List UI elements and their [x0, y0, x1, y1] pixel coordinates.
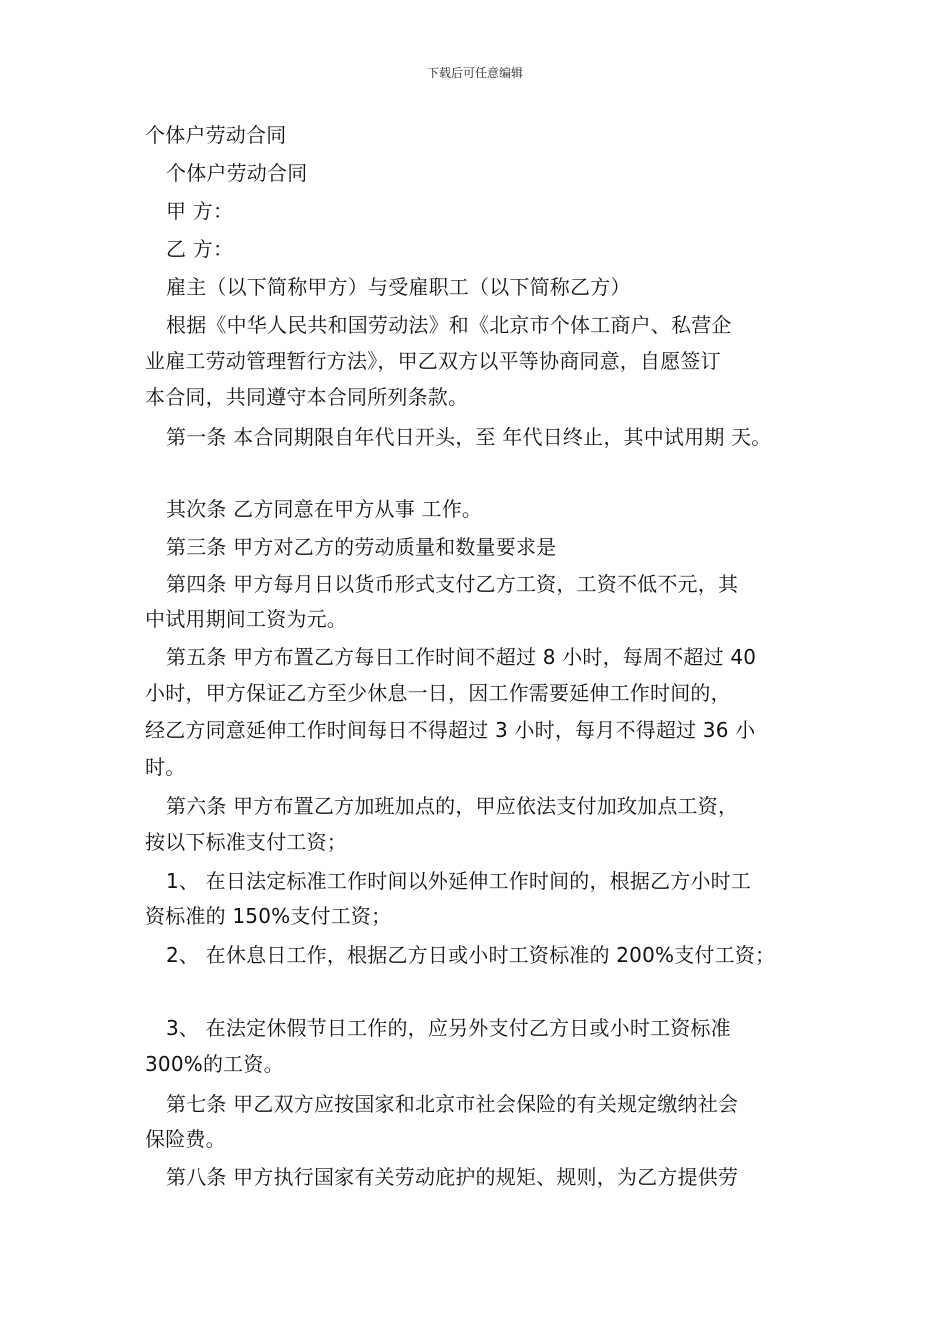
article-6-line-1: 第六条 甲方布置乙方加班加点的，甲应依法支付加玫加点工资，: [166, 794, 739, 818]
clause-1-line-2: 资标准的 150%支付工资；: [145, 904, 392, 928]
article-6-line-2: 按以下标准支付工资；: [145, 830, 347, 854]
article-7-line-2: 保险费。: [145, 1127, 226, 1151]
article-4-line-1: 第四条 甲方每月日以货币形式支付乙方工资，工资不低不元，其: [166, 572, 739, 596]
party-b-line: 乙 方：: [166, 237, 234, 261]
article-5-line-2: 小时，甲方保证乙方至少休息一日，因工作需要延伸工作时间的，: [145, 681, 731, 705]
article-2: 其次条 乙方同意在甲方从事 工作。: [166, 497, 483, 521]
page-header-note: 下载后可任意编辑: [426, 66, 523, 80]
article-4-line-2: 中试用期间工资为元。: [145, 607, 347, 631]
preamble-line-2: 业雇工劳动管理暂行方法》，甲乙双方以平等协商同意，自愿签订: [145, 349, 721, 373]
article-1: 第一条 本合同期限自年代日开头，至 年代日终止，其中试用期 天。: [166, 425, 772, 449]
preamble-line-1: 根据《中华人民共和国劳动法》和《北京市个体工商户、私营企: [166, 313, 732, 337]
clause-2: 2、 在休息日工作，根据乙方日或小时工资标准的 200%支付工资；: [166, 943, 776, 967]
article-5-line-1: 第五条 甲方布置乙方每日工作时间不超过 8 小时，每周不超过 40: [166, 645, 757, 669]
article-3: 第三条 甲方对乙方的劳动质量和数量要求是: [166, 535, 557, 559]
article-7-line-1: 第七条 甲乙双方应按国家和北京市社会保险的有关规定缴纳社会: [166, 1092, 739, 1116]
contract-heading: 个体户劳动合同: [166, 161, 308, 185]
parties-definition: 雇主（以下简称甲方）与受雇职工（以下简称乙方）: [166, 275, 631, 299]
clause-3-line-2: 300%的工资。: [145, 1052, 284, 1076]
article-5-line-3: 经乙方同意延伸工作时间每日不得超过 3 小时，每月不得超过 36 小: [145, 718, 756, 742]
party-a-line: 甲 方：: [166, 199, 234, 223]
document-title: 个体户劳动合同: [145, 123, 287, 147]
article-8-line-1: 第八条 甲方执行国家有关劳动庇护的规矩、规则，为乙方提供劳: [166, 1165, 739, 1189]
preamble-line-3: 本合同，共同遵守本合同所列条款。: [145, 385, 469, 409]
article-5-line-4: 时。: [145, 755, 186, 779]
clause-3-line-1: 3、 在法定休假节日工作的，应另外支付乙方日或小时工资标准: [166, 1016, 731, 1040]
clause-1-line-1: 1、 在日法定标准工作时间以外延伸工作时间的，根据乙方小时工: [166, 869, 752, 893]
